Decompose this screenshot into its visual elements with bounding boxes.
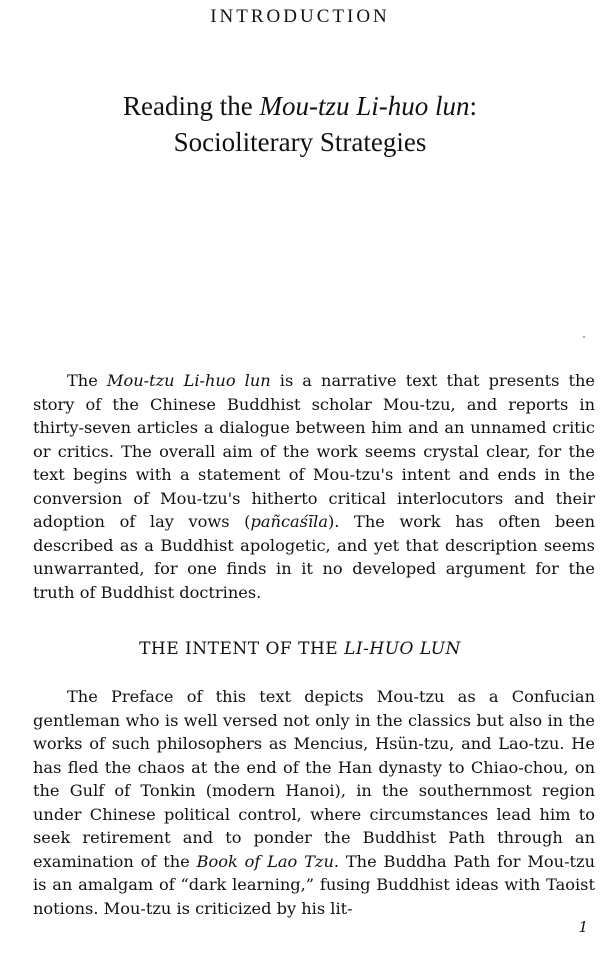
chapter-title-line-1 [0,88,600,124]
para2-text-a: The Preface of this text depicts Mou-tzu as a Confucian gentleman who is well versed not only in the classics but also in the works of such philosophers as Mencius, Hsün-tzu, and Lao-tzu. He has fled the chaos at the end of the Han dynasty to Chiao-chou, on the Gulf of Tonkin (modern Hanoi), in the southernmost region under Chinese political control, where circumstances lead him to seek retirement and to ponder the Buddhist Path through an examination of the [33,687,595,871]
para1-text-a: is a narrative text that presents the story of the Chinese Buddhist scholar Mou-tzu, and reports in thirty-seven articles a dialogue between him and an unnamed critic or critics. The overall aim of the work seems crystal clear, for the text begins with a statement of Mou-tzu's intent and ends in the conversion of Mou-tzu's hitherto critical interlocutors and their adoption of lay vows ( [33,371,595,531]
page-number: 1 [578,918,588,936]
title-prefix: Reading the [123,91,260,121]
section-heading-prefix: THE INTENT OF THE [139,639,345,659]
paragraph-2 [33,685,595,920]
paragraph-1 [33,369,595,604]
section-heading [0,639,600,659]
section-heading-italic: LI-HUO LUN [344,639,461,659]
chapter-title-line-2: Socioliterary Strategies [173,127,427,157]
para1-lead-prefix: The [67,371,107,390]
para1-italic-term: pañcaśīla [250,512,328,531]
para2-text-b: . The Buddha Path for Mou-tzu is an amalgam of “dark learning,” fusing Buddhist ideas with Taoist notions. Mou-tzu is criticized by his lit- [33,851,595,918]
para2-italic-title: Book of Lao Tzu [196,851,334,871]
title-italic-work: Mou-tzu Li-huo lun [259,91,470,121]
print-speck [583,336,585,338]
running-head: INTRODUCTION [210,6,390,27]
para1-text-b: ). The work has often been described as a Buddhist apologetic, and yet that description seems unwarranted, for one finds in it no developed argument for the truth of Buddhist doctrines. [33,512,596,602]
para1-lead-italic: Mou-tzu Li-huo lun [106,371,271,390]
title-colon: : [469,91,477,121]
chapter-title [0,88,600,160]
